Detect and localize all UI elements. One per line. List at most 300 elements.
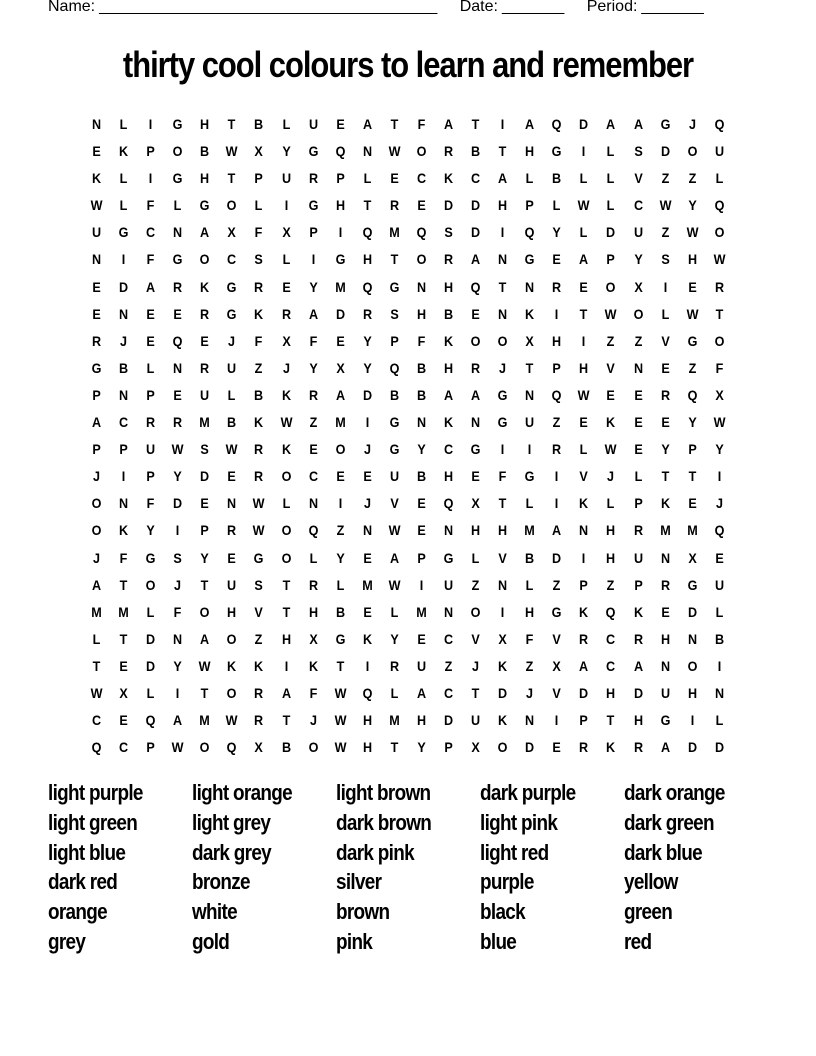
grid-letter: P — [552, 359, 562, 376]
grid-letter: Y — [552, 224, 562, 241]
word-bank-item: grey — [48, 928, 86, 954]
grid-letter: P — [579, 712, 589, 729]
grid-letter: L — [146, 603, 155, 620]
grid-letter: L — [715, 603, 724, 620]
word-bank-item: light orange — [192, 780, 293, 805]
grid-letter: T — [119, 576, 128, 593]
grid-letter: T — [282, 603, 290, 620]
grid-letter: Q — [687, 386, 698, 403]
grid-letter: B — [416, 359, 427, 376]
grid-letter: U — [714, 576, 724, 593]
grid-letter: W — [334, 712, 347, 729]
grid-row — [83, 303, 733, 330]
grid-letter: I — [528, 441, 532, 458]
grid-letter: X — [715, 386, 724, 403]
grid-letter: C — [308, 468, 318, 485]
grid-letter: A — [146, 278, 156, 295]
grid-letter: T — [200, 576, 209, 593]
grid-letter: X — [308, 630, 318, 647]
grid-letter: D — [579, 116, 589, 132]
grid-letter: D — [335, 305, 345, 322]
grid-letter: P — [254, 170, 264, 187]
grid-letter: H — [416, 712, 427, 729]
word-bank-item: green — [624, 899, 673, 925]
grid-letter: W — [686, 305, 699, 322]
grid-letter: H — [687, 251, 697, 268]
grid-letter: R — [254, 278, 264, 295]
grid-letter: Q — [470, 278, 481, 295]
grid-letter: C — [606, 630, 616, 647]
grid-letter: R — [227, 522, 237, 539]
grid-letter: W — [334, 684, 347, 701]
grid-letter: W — [605, 305, 617, 322]
grid-letter: D — [119, 278, 129, 295]
grid-letter: I — [365, 414, 370, 431]
grid-letter: S — [254, 251, 264, 268]
grid-letter: W — [388, 576, 401, 593]
grid-letter: A — [362, 116, 372, 132]
grid-letter: U — [91, 224, 102, 241]
grid-letter: D — [687, 739, 697, 756]
grid-letter: M — [389, 224, 400, 241]
grid-letter: Y — [633, 251, 643, 268]
grid-letter: A — [471, 386, 481, 403]
grid-letter: K — [579, 603, 589, 620]
grid-letter: I — [148, 170, 153, 187]
word-bank-item: pink — [336, 928, 373, 954]
grid-letter: B — [227, 414, 237, 431]
grid-letter: Y — [200, 549, 210, 566]
grid-letter: R — [146, 414, 156, 431]
grid-letter: R — [443, 251, 454, 268]
grid-letter: Q — [308, 522, 319, 539]
grid-letter: X — [688, 549, 697, 566]
grid-letter: P — [200, 522, 210, 539]
grid-letter: B — [714, 630, 724, 647]
grid-letter: Y — [715, 441, 724, 458]
grid-letter: N — [362, 143, 372, 160]
grid-letter: N — [308, 495, 318, 512]
grid-letter: K — [91, 170, 102, 187]
grid-letter: I — [582, 143, 586, 160]
grid-letter: P — [336, 170, 345, 187]
grid-letter: P — [579, 576, 589, 593]
grid-letter: N — [91, 116, 102, 132]
grid-letter: D — [471, 224, 481, 241]
grid-letter: D — [498, 684, 508, 701]
grid-letter: H — [281, 630, 291, 647]
grid-letter: K — [443, 170, 454, 187]
grid-letter: H — [606, 549, 616, 566]
grid-letter: E — [336, 468, 345, 485]
grid-letter: Z — [634, 332, 642, 349]
grid-letter: Q — [524, 224, 535, 241]
grid-letter: U — [200, 386, 210, 403]
grid-letter: Q — [227, 739, 237, 756]
word-bank-item: blue — [480, 928, 517, 954]
grid-letter: X — [471, 739, 480, 756]
grid-letter: X — [254, 739, 264, 756]
word-bank-item: light brown — [336, 780, 431, 805]
grid-letter: F — [146, 251, 155, 268]
grid-row — [83, 194, 733, 221]
grid-letter: E — [471, 468, 480, 485]
grid-letter: L — [255, 197, 263, 214]
grid-letter: Y — [390, 630, 399, 647]
grid-letter: H — [227, 603, 237, 620]
grid-letter: L — [146, 359, 155, 376]
grid-letter: R — [579, 739, 589, 756]
grid-letter: Q — [606, 603, 616, 620]
grid-letter: L — [715, 170, 724, 187]
grid-letter: V — [552, 630, 562, 647]
grid-letter: W — [388, 522, 401, 539]
grid-letter: N — [687, 630, 697, 647]
word-bank-item: dark green — [624, 809, 714, 835]
grid-letter: X — [254, 143, 264, 160]
grid-letter: T — [228, 116, 236, 132]
grid-letter: T — [228, 170, 236, 187]
grid-letter: O — [281, 522, 291, 539]
grid-letter: U — [308, 116, 318, 132]
grid-letter: G — [389, 414, 400, 431]
grid-letter: R — [308, 386, 318, 403]
grid-letter: Z — [607, 332, 615, 349]
grid-letter: N — [525, 386, 535, 403]
grid-letter: R — [200, 359, 210, 376]
word-search-grid — [83, 113, 733, 763]
grid-letter: H — [443, 468, 454, 485]
grid-letter: M — [199, 414, 211, 431]
grid-letter: M — [659, 522, 671, 539]
grid-letter: O — [227, 197, 237, 214]
grid-letter: W — [225, 143, 238, 160]
grid-letter: E — [119, 657, 128, 674]
grid-letter: L — [390, 603, 399, 620]
grid-letter: N — [525, 712, 535, 729]
grid-letter: J — [282, 359, 290, 376]
grid-letter: G — [335, 251, 346, 268]
grid-letter: N — [579, 522, 589, 539]
grid-row — [83, 655, 733, 682]
grid-letter: L — [390, 684, 399, 701]
grid-letter: R — [389, 657, 399, 674]
grid-letter: O — [714, 224, 725, 241]
grid-letter: B — [525, 549, 535, 566]
grid-letter: G — [91, 359, 102, 376]
grid-letter: T — [498, 495, 507, 512]
grid-letter: W — [659, 197, 672, 214]
grid-letter: W — [577, 197, 590, 214]
grid-letter: O — [470, 332, 481, 349]
grid-letter: A — [281, 684, 291, 701]
grid-letter: M — [334, 414, 346, 431]
grid-letter: P — [633, 495, 643, 512]
grid-letter: D — [443, 197, 454, 214]
grid-letter: L — [607, 143, 615, 160]
grid-letter: N — [416, 414, 427, 431]
grid-letter: G — [443, 549, 454, 566]
grid-letter: K — [254, 414, 264, 431]
grid-letter: E — [552, 739, 562, 756]
student-info-header — [48, 0, 768, 16]
grid-letter: V — [254, 603, 264, 620]
grid-letter: Z — [444, 657, 453, 674]
grid-letter: H — [606, 522, 616, 539]
grid-letter: D — [146, 630, 156, 647]
grid-letter: Q — [172, 332, 183, 349]
word-bank-row — [48, 897, 788, 927]
grid-letter: O — [91, 522, 102, 539]
grid-letter: I — [338, 495, 342, 512]
period-blank: _______ — [641, 0, 704, 15]
word-bank-item: light blue — [48, 839, 126, 865]
grid-letter: E — [606, 386, 616, 403]
grid-letter: C — [471, 170, 481, 187]
grid-letter: D — [443, 712, 454, 729]
grid-row — [83, 411, 733, 438]
word-bank-row — [48, 927, 788, 957]
grid-letter: Z — [688, 359, 697, 376]
grid-letter: A — [200, 224, 210, 241]
grid-letter: Y — [146, 522, 155, 539]
grid-letter: U — [227, 576, 237, 593]
grid-letter: J — [363, 441, 371, 458]
grid-letter: E — [390, 170, 399, 187]
grid-letter: N — [119, 495, 129, 512]
grid-letter: E — [417, 630, 426, 647]
grid-letter: E — [417, 522, 426, 539]
grid-letter: J — [526, 684, 534, 701]
grid-letter: W — [280, 414, 293, 431]
grid-letter: O — [227, 684, 237, 701]
grid-letter: F — [119, 549, 128, 566]
grid-letter: C — [146, 224, 156, 241]
grid-letter: J — [715, 495, 723, 512]
period-label: Period: — [586, 0, 638, 15]
grid-letter: A — [525, 116, 535, 132]
grid-letter: T — [471, 116, 480, 132]
grid-letter: K — [281, 386, 291, 403]
grid-letter: A — [91, 414, 102, 431]
grid-letter: H — [660, 630, 670, 647]
grid-letter: G — [687, 576, 698, 593]
grid-letter: E — [92, 305, 101, 322]
grid-letter: V — [579, 468, 589, 485]
grid-letter: Q — [389, 359, 400, 376]
grid-letter: E — [308, 441, 318, 458]
grid-letter: L — [525, 576, 534, 593]
grid-letter: L — [553, 197, 561, 214]
grid-letter: E — [471, 305, 480, 322]
grid-letter: I — [121, 251, 126, 268]
grid-letter: G — [660, 712, 671, 729]
grid-letter: I — [419, 576, 424, 593]
grid-letter: C — [227, 251, 237, 268]
grid-row — [83, 384, 733, 411]
grid-letter: V — [390, 495, 399, 512]
grid-letter: L — [336, 576, 345, 593]
grid-letter: Q — [714, 116, 725, 132]
grid-letter: D — [200, 468, 210, 485]
grid-letter: M — [362, 576, 373, 593]
grid-letter: K — [254, 305, 264, 322]
grid-letter: R — [173, 278, 183, 295]
grid-letter: U — [633, 224, 643, 241]
grid-letter: I — [365, 657, 370, 674]
grid-letter: D — [633, 684, 643, 701]
grid-row — [83, 547, 733, 574]
grid-letter: E — [660, 359, 670, 376]
grid-row — [83, 601, 733, 628]
grid-letter: X — [281, 224, 291, 241]
grid-letter: E — [715, 549, 724, 566]
grid-letter: G — [199, 197, 210, 214]
grid-letter: I — [555, 305, 559, 322]
grid-letter: B — [254, 116, 264, 132]
grid-letter: D — [606, 224, 616, 241]
grid-letter: Y — [308, 278, 318, 295]
grid-letter: E — [363, 549, 372, 566]
grid-letter: Q — [551, 386, 562, 403]
grid-letter: E — [227, 468, 237, 485]
grid-letter: Q — [714, 522, 725, 539]
grid-letter: M — [389, 712, 400, 729]
date-blank: _______ — [501, 0, 565, 15]
grid-letter: T — [390, 116, 399, 132]
grid-letter: K — [200, 278, 210, 295]
grid-letter: K — [119, 143, 129, 160]
grid-letter: A — [552, 522, 562, 539]
grid-letter: Q — [335, 143, 346, 160]
grid-letter: G — [227, 305, 237, 322]
grid-letter: V — [498, 549, 507, 566]
grid-letter: O — [308, 739, 319, 756]
grid-letter: N — [443, 603, 454, 620]
grid-letter: N — [416, 278, 427, 295]
grid-letter: D — [471, 197, 481, 214]
grid-letter: A — [335, 386, 345, 403]
grid-letter: O — [606, 278, 616, 295]
grid-letter: W — [713, 251, 726, 268]
word-bank-item: silver — [336, 869, 382, 895]
grid-letter: J — [688, 116, 696, 132]
grid-letter: E — [688, 495, 697, 512]
word-bank-row — [48, 808, 788, 838]
grid-letter: E — [660, 603, 670, 620]
grid-letter: I — [717, 657, 722, 674]
grid-letter: L — [119, 116, 128, 132]
grid-letter: I — [284, 197, 288, 214]
grid-letter: H — [416, 305, 427, 322]
grid-letter: S — [444, 224, 453, 241]
word-bank-item: dark pink — [336, 839, 414, 865]
grid-letter: G — [660, 116, 671, 132]
grid-letter: D — [687, 603, 697, 620]
grid-letter: P — [444, 739, 453, 756]
grid-letter: P — [146, 468, 155, 485]
grid-letter: P — [92, 441, 101, 458]
grid-letter: Y — [173, 468, 182, 485]
grid-letter: R — [633, 739, 643, 756]
grid-letter: E — [633, 386, 643, 403]
grid-letter: J — [607, 468, 615, 485]
grid-row — [83, 492, 733, 519]
grid-letter: Z — [688, 170, 697, 187]
grid-letter: K — [443, 332, 454, 349]
grid-letter: J — [309, 712, 317, 729]
grid-letter: L — [715, 712, 724, 729]
grid-letter: O — [497, 739, 508, 756]
grid-letter: E — [146, 305, 155, 322]
grid-letter: L — [580, 224, 588, 241]
grid-letter: S — [660, 251, 670, 268]
grid-letter: Z — [255, 359, 263, 376]
grid-letter: E — [92, 143, 101, 160]
grid-letter: F — [309, 332, 318, 349]
word-bank-item: light green — [48, 809, 138, 835]
grid-letter: Q — [145, 712, 156, 729]
grid-letter: R — [633, 630, 643, 647]
grid-letter: T — [498, 278, 507, 295]
word-bank-item: yellow — [624, 869, 678, 895]
word-bank-item: brown — [336, 899, 390, 925]
word-bank-item: purple — [480, 869, 534, 895]
grid-row — [83, 709, 733, 736]
grid-letter: S — [254, 576, 264, 593]
grid-letter: C — [443, 684, 454, 701]
grid-letter: L — [525, 495, 534, 512]
grid-letter: G — [308, 197, 319, 214]
grid-letter: P — [417, 549, 426, 566]
grid-letter: I — [338, 224, 342, 241]
grid-letter: O — [227, 630, 237, 647]
grid-letter: L — [525, 170, 534, 187]
grid-letter: O — [633, 305, 644, 322]
grid-letter: L — [228, 386, 236, 403]
grid-letter: H — [362, 251, 372, 268]
grid-letter: Y — [688, 197, 697, 214]
grid-letter: H — [362, 712, 372, 729]
grid-letter: R — [91, 332, 102, 349]
grid-letter: M — [334, 278, 346, 295]
grid-letter: J — [174, 576, 182, 593]
grid-letter: G — [524, 468, 535, 485]
grid-letter: W — [198, 657, 211, 674]
grid-letter: X — [471, 495, 480, 512]
grid-letter: J — [228, 332, 236, 349]
grid-letter: G — [145, 549, 156, 566]
word-bank-item: dark orange — [624, 780, 725, 805]
grid-letter: Z — [661, 224, 670, 241]
grid-letter: Q — [714, 197, 725, 214]
grid-letter: C — [91, 712, 102, 729]
grid-letter: R — [579, 630, 589, 647]
grid-letter: A — [579, 251, 589, 268]
grid-letter: E — [579, 414, 589, 431]
grid-letter: N — [633, 359, 643, 376]
grid-letter: T — [715, 305, 724, 322]
grid-letter: Z — [607, 576, 615, 593]
grid-letter: M — [91, 603, 102, 620]
grid-letter: N — [443, 522, 454, 539]
grid-letter: G — [172, 170, 183, 187]
grid-letter: N — [362, 522, 372, 539]
grid-letter: K — [606, 739, 616, 756]
grid-letter: D — [173, 495, 183, 512]
grid-letter: Z — [255, 630, 263, 647]
grid-letter: D — [146, 657, 156, 674]
